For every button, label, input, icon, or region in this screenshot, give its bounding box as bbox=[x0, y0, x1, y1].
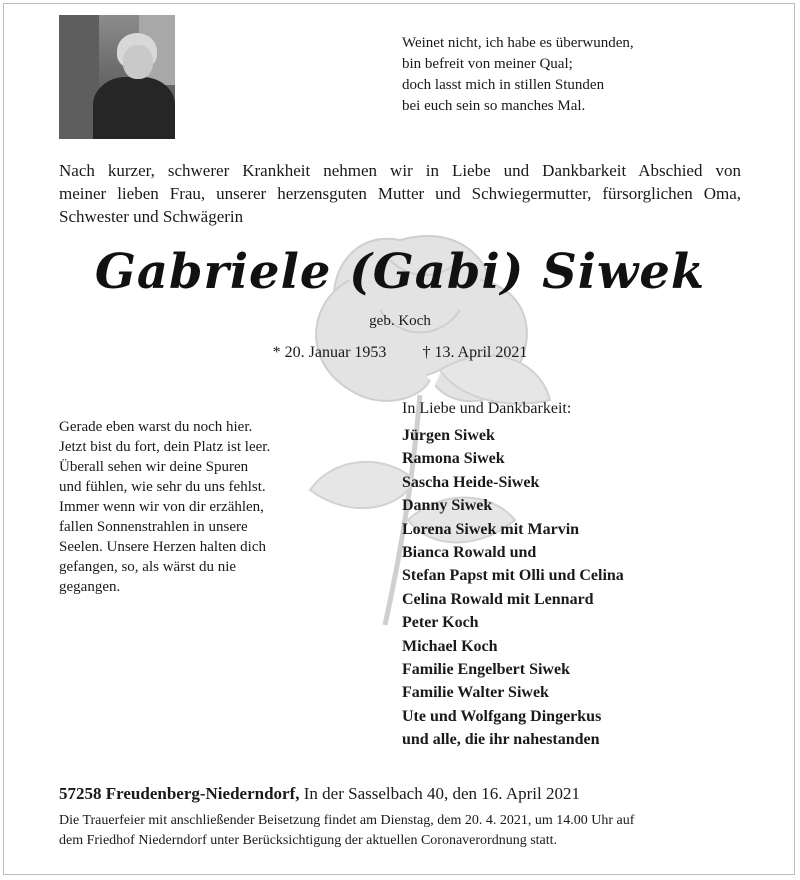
mourner-name: Peter Koch bbox=[402, 614, 479, 632]
poem-left-line: Immer wenn wir von dir erzählen, bbox=[59, 499, 264, 515]
mourner-name: Danny Siwek bbox=[402, 497, 493, 515]
poem-left-line: Jetzt bist du fort, dein Platz ist leer. bbox=[59, 439, 271, 455]
poem-left-line: fallen Sonnenstrahlen in unsere bbox=[59, 519, 248, 535]
birth-name: geb. Koch bbox=[369, 313, 431, 329]
poem-left-line: Gerade eben warst du noch hier. bbox=[59, 419, 253, 435]
mourner-name: Familie Walter Siwek bbox=[402, 684, 549, 702]
poem-top-line: bin befreit von meiner Qual; bbox=[402, 56, 573, 72]
funeral-line: Die Trauerfeier mit anschließender Beisetzung findet am Dienstag, dem 20. 4. 2021, um 14.00 Uhr auf bbox=[59, 813, 635, 828]
poem-left-line: Seelen. Unsere Herzen halten dich bbox=[59, 539, 266, 555]
poem-top-line: Weinet nicht, ich habe es überwunden, bbox=[402, 35, 634, 51]
poem-left-line: Überall sehen wir deine Spuren bbox=[59, 459, 249, 475]
mourner-name: Celina Rowald mit Lennard bbox=[402, 590, 594, 608]
poem-left-line: und fühlen, wie sehr du uns fehlst. bbox=[59, 479, 266, 495]
mourner-name: Michael Koch bbox=[402, 637, 498, 655]
mourner-name: und alle, die ihr nahestanden bbox=[402, 731, 600, 749]
poem-left-line: gegangen. bbox=[59, 579, 121, 595]
intro-line: Nach kurzer, schwerer Krankheit nehmen wir in Liebe und Dankbarkeit Abschied von bbox=[59, 161, 741, 180]
mourner-name: Ute und Wolfgang Dingerkus bbox=[402, 707, 602, 725]
poem-top bbox=[402, 33, 634, 117]
deceased-name: Gabriele (Gabi) Siwek bbox=[94, 244, 706, 300]
intro-text bbox=[59, 159, 741, 228]
mourner-name: Familie Engelbert Siwek bbox=[402, 661, 570, 679]
intro-line: meiner lieben Frau, unserer herzensguten Mutter und Schwiegermutter, fürsorglichen Oma, bbox=[59, 184, 741, 203]
address-place: 57258 Freudenberg-Niederndorf, bbox=[59, 784, 300, 803]
intro-line: Schwester und Schwägerin bbox=[59, 207, 244, 226]
funeral-line: dem Friedhof Niederndorf unter Berücksichtigung der aktuellen Coronaverordnung statt. bbox=[59, 833, 558, 848]
mourner-name: Sascha Heide-Siwek bbox=[402, 473, 540, 491]
mourner-name: Lorena Siwek mit Marvin bbox=[402, 520, 580, 538]
portrait-photo bbox=[59, 15, 175, 139]
life-dates bbox=[0, 344, 800, 362]
mourner-name: Jürgen Siwek bbox=[402, 427, 495, 444]
poem-left bbox=[59, 417, 270, 597]
death-date: † 13. April 2021 bbox=[422, 344, 528, 361]
mourners-list bbox=[402, 400, 624, 752]
mourner-name: Bianca Rowald und bbox=[402, 544, 537, 562]
poem-top-line: bei euch sein so manches Mal. bbox=[402, 98, 586, 114]
address-line bbox=[59, 784, 580, 804]
funeral-notice bbox=[59, 811, 743, 851]
poem-top-line: doch lasst mich in stillen Stunden bbox=[402, 77, 605, 93]
poem-left-line: gefangen, so, als wärst du nie bbox=[59, 559, 237, 575]
address-rest: In der Sasselbach 40, den 16. April 2021 bbox=[299, 784, 580, 803]
mourner-name: Stefan Papst mit Olli und Celina bbox=[402, 567, 624, 585]
mourners-heading: In Liebe und Dankbarkeit: bbox=[402, 400, 572, 417]
birth-date: * 20. Januar 1953 bbox=[272, 344, 387, 361]
mourner-name: Ramona Siwek bbox=[402, 450, 505, 468]
